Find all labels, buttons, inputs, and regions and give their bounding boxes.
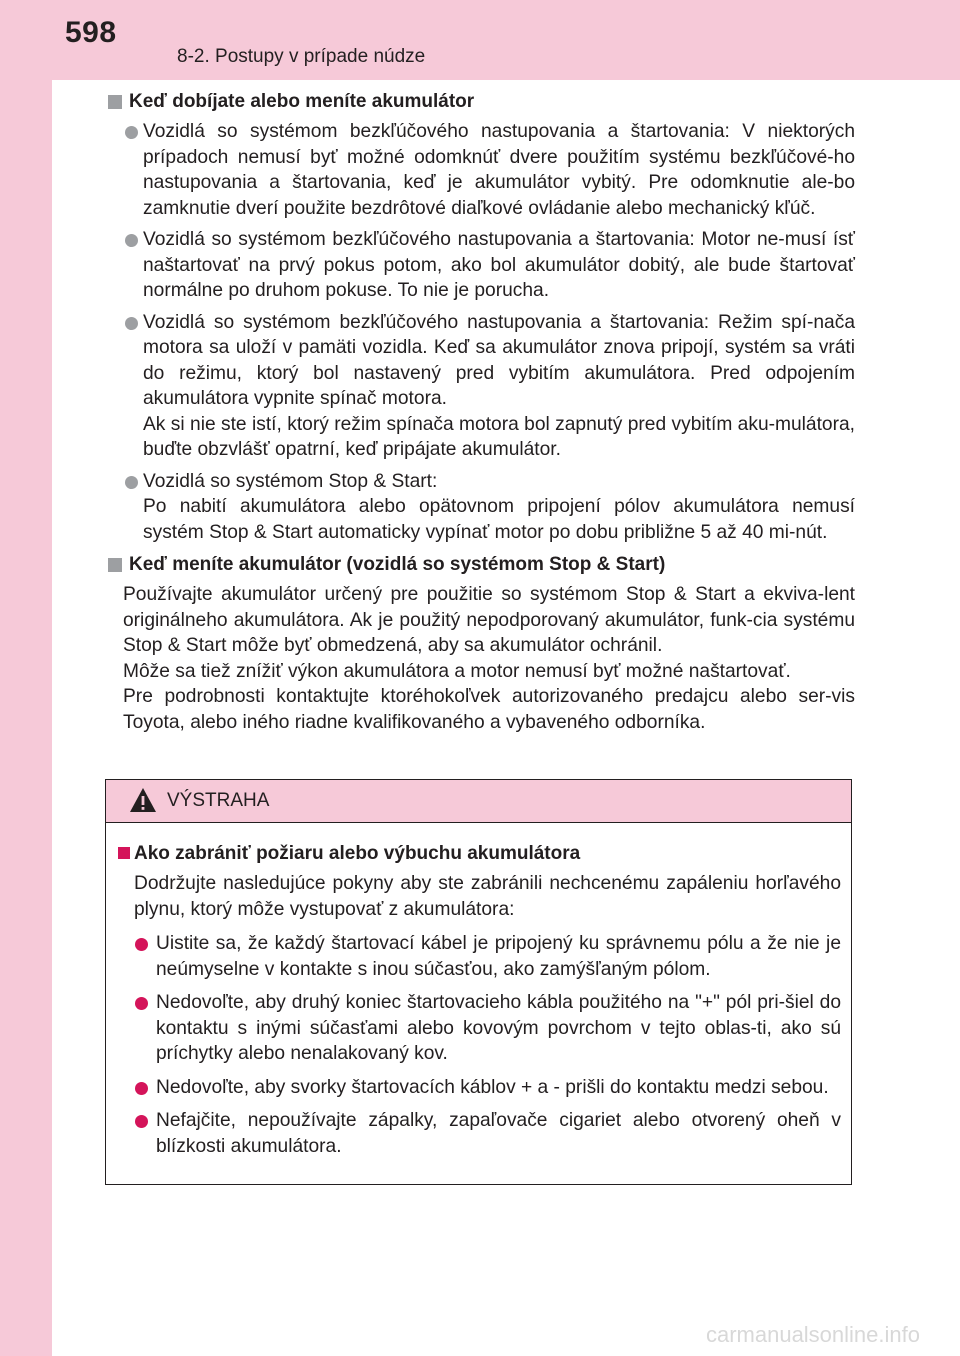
warning-list-item (118, 990, 841, 1067)
list-item-text: Po nabití akumulátora alebo opätovnom pripojení pólov akumulátora nemusí systém Stop & Start automaticky vypínať motor po dobu približne 5 až 40 mi-nút. (143, 496, 855, 543)
chapter-title: 8-2. Postupy v prípade núdze (177, 46, 426, 67)
circle-bullet-icon (135, 997, 148, 1010)
warning-list-item (118, 931, 841, 982)
circle-bullet-icon (135, 1115, 148, 1128)
warning-body (106, 823, 851, 1159)
circle-bullet-icon (125, 476, 138, 489)
page-side-band (0, 0, 52, 1356)
warning-intro: Dodržujte nasledujúce pokyny aby ste zabránili nechcenému zapáleniu horľavého plynu, ktorý môže vystupovať z akumulátora: (134, 873, 841, 920)
section-heading-text: Keď dobíjate alebo meníte akumulátor (129, 91, 475, 112)
circle-bullet-icon (135, 938, 148, 951)
circle-bullet-icon (125, 234, 138, 247)
watermark: carmanualsonline.info (705, 1322, 920, 1347)
list-item-text: Vozidlá so systémom bezkľúčového nastupovania a štartovania: V niektorých prípadoch nemusí byť možné odomknúť dvere použitím systému bezkľúčové-ho nastupovania a štartovania, keď je akumulátor vybitý. Pre odomknutie ale-bo zamknutie dverí použite bezdrôtové diaľkové ovládanie alebo mechanický kľúč. (143, 121, 855, 219)
main-content (103, 88, 855, 735)
paragraph-text: Používajte akumulátor určený pre použitie so systémom Stop & Start a ekviva-lent originálneho akumulátora. Ak je použitý nepodporovaný akumulátor, funk-cia systému Stop & Start môže byť obmedzená, aby sa akumulátor ochránil. (123, 584, 855, 656)
warning-box (105, 779, 852, 1185)
section-heading-text: Keď meníte akumulátor (vozidlá so systémom Stop & Start) (129, 554, 666, 575)
section-heading (103, 551, 855, 578)
circle-bullet-icon (125, 126, 138, 139)
list-item-text: Vozidlá so systémom bezkľúčového nastupovania a štartovania: Režim spí-nača motora sa uloží v pamäti vozidla. Keď sa akumulátor znova pripojí, systém sa vráti do režimu, ktorý bol nastavený pred vybitím akumulátora. Pred odpojením akumulátora vypnite spínač motora. (143, 311, 855, 409)
warning-list-item (118, 1108, 841, 1159)
warning-list-item (118, 1075, 841, 1101)
circle-bullet-icon (125, 317, 138, 330)
warning-header (106, 780, 851, 823)
list-item (103, 119, 855, 221)
warning-item-text: Nefajčite, nepoužívajte zápalky, zapaľovače cigariet alebo otvorený oheň v blízkosti akumulátora. (156, 1110, 841, 1157)
paragraph-text: Môže sa tiež znížiť výkon akumulátora a motor nemusí byť možné naštartovať. (123, 660, 791, 682)
section-heading (103, 88, 855, 115)
page-header-band (0, 0, 960, 80)
square-bullet-icon (118, 847, 130, 859)
list-item-text: Vozidlá so systémom bezkľúčového nastupovania a štartovania: Motor ne-musí ísť naštartovať na prvý pokus potom, ako bol akumulátor dobitý, ale bude štartovať normálne po druhom pokuse. To nie je porucha. (143, 229, 855, 301)
list-item (103, 310, 855, 463)
square-bullet-icon (108, 558, 122, 572)
section-paragraph (103, 582, 855, 735)
list-item (103, 469, 855, 546)
warning-item-text: Nedovoľte, aby druhý koniec štartovacieho kábla použitého na "+" pól pri-šiel do kontaktu s inými súčasťami alebo kovovým povrchom v tejto oblas-ti, ako sú príchytky alebo nenalakovaný kov. (156, 992, 841, 1064)
warning-heading (118, 840, 841, 867)
list-item-text: Vozidlá so systémom Stop & Start: (143, 470, 438, 492)
list-item (103, 227, 855, 304)
square-bullet-icon (108, 95, 122, 109)
circle-bullet-icon (135, 1082, 148, 1095)
list-item-text: Ak si nie ste istí, ktorý režim spínača motora bol zapnutý pred vybitím aku-mulátora, buďte obzvlášť opatrní, keď pripájate akumulátor. (143, 413, 855, 460)
paragraph-text: Pre podrobnosti kontaktujte ktoréhokoľvek autorizovaného predajcu alebo ser-vis Toyota, alebo iného riadne kvalifikovaného a vybaveného odborníka. (123, 686, 855, 733)
page-number: 598 (65, 16, 117, 49)
warning-title: VÝSTRAHA (167, 790, 270, 811)
warning-item-text: Uistite sa, že každý štartovací kábel je pripojený ku správnemu pólu a že nie je neúmyselne v kontakte s inou súčasťou, ako zamýšľaným pólom. (156, 933, 841, 980)
warning-item-text: Nedovoľte, aby svorky štartovacích káblov + a - prišli do kontaktu medzi sebou. (156, 1076, 829, 1098)
warning-heading-text: Ako zabrániť požiaru alebo výbuchu akumulátora (134, 843, 581, 864)
warning-triangle-icon (128, 786, 158, 814)
